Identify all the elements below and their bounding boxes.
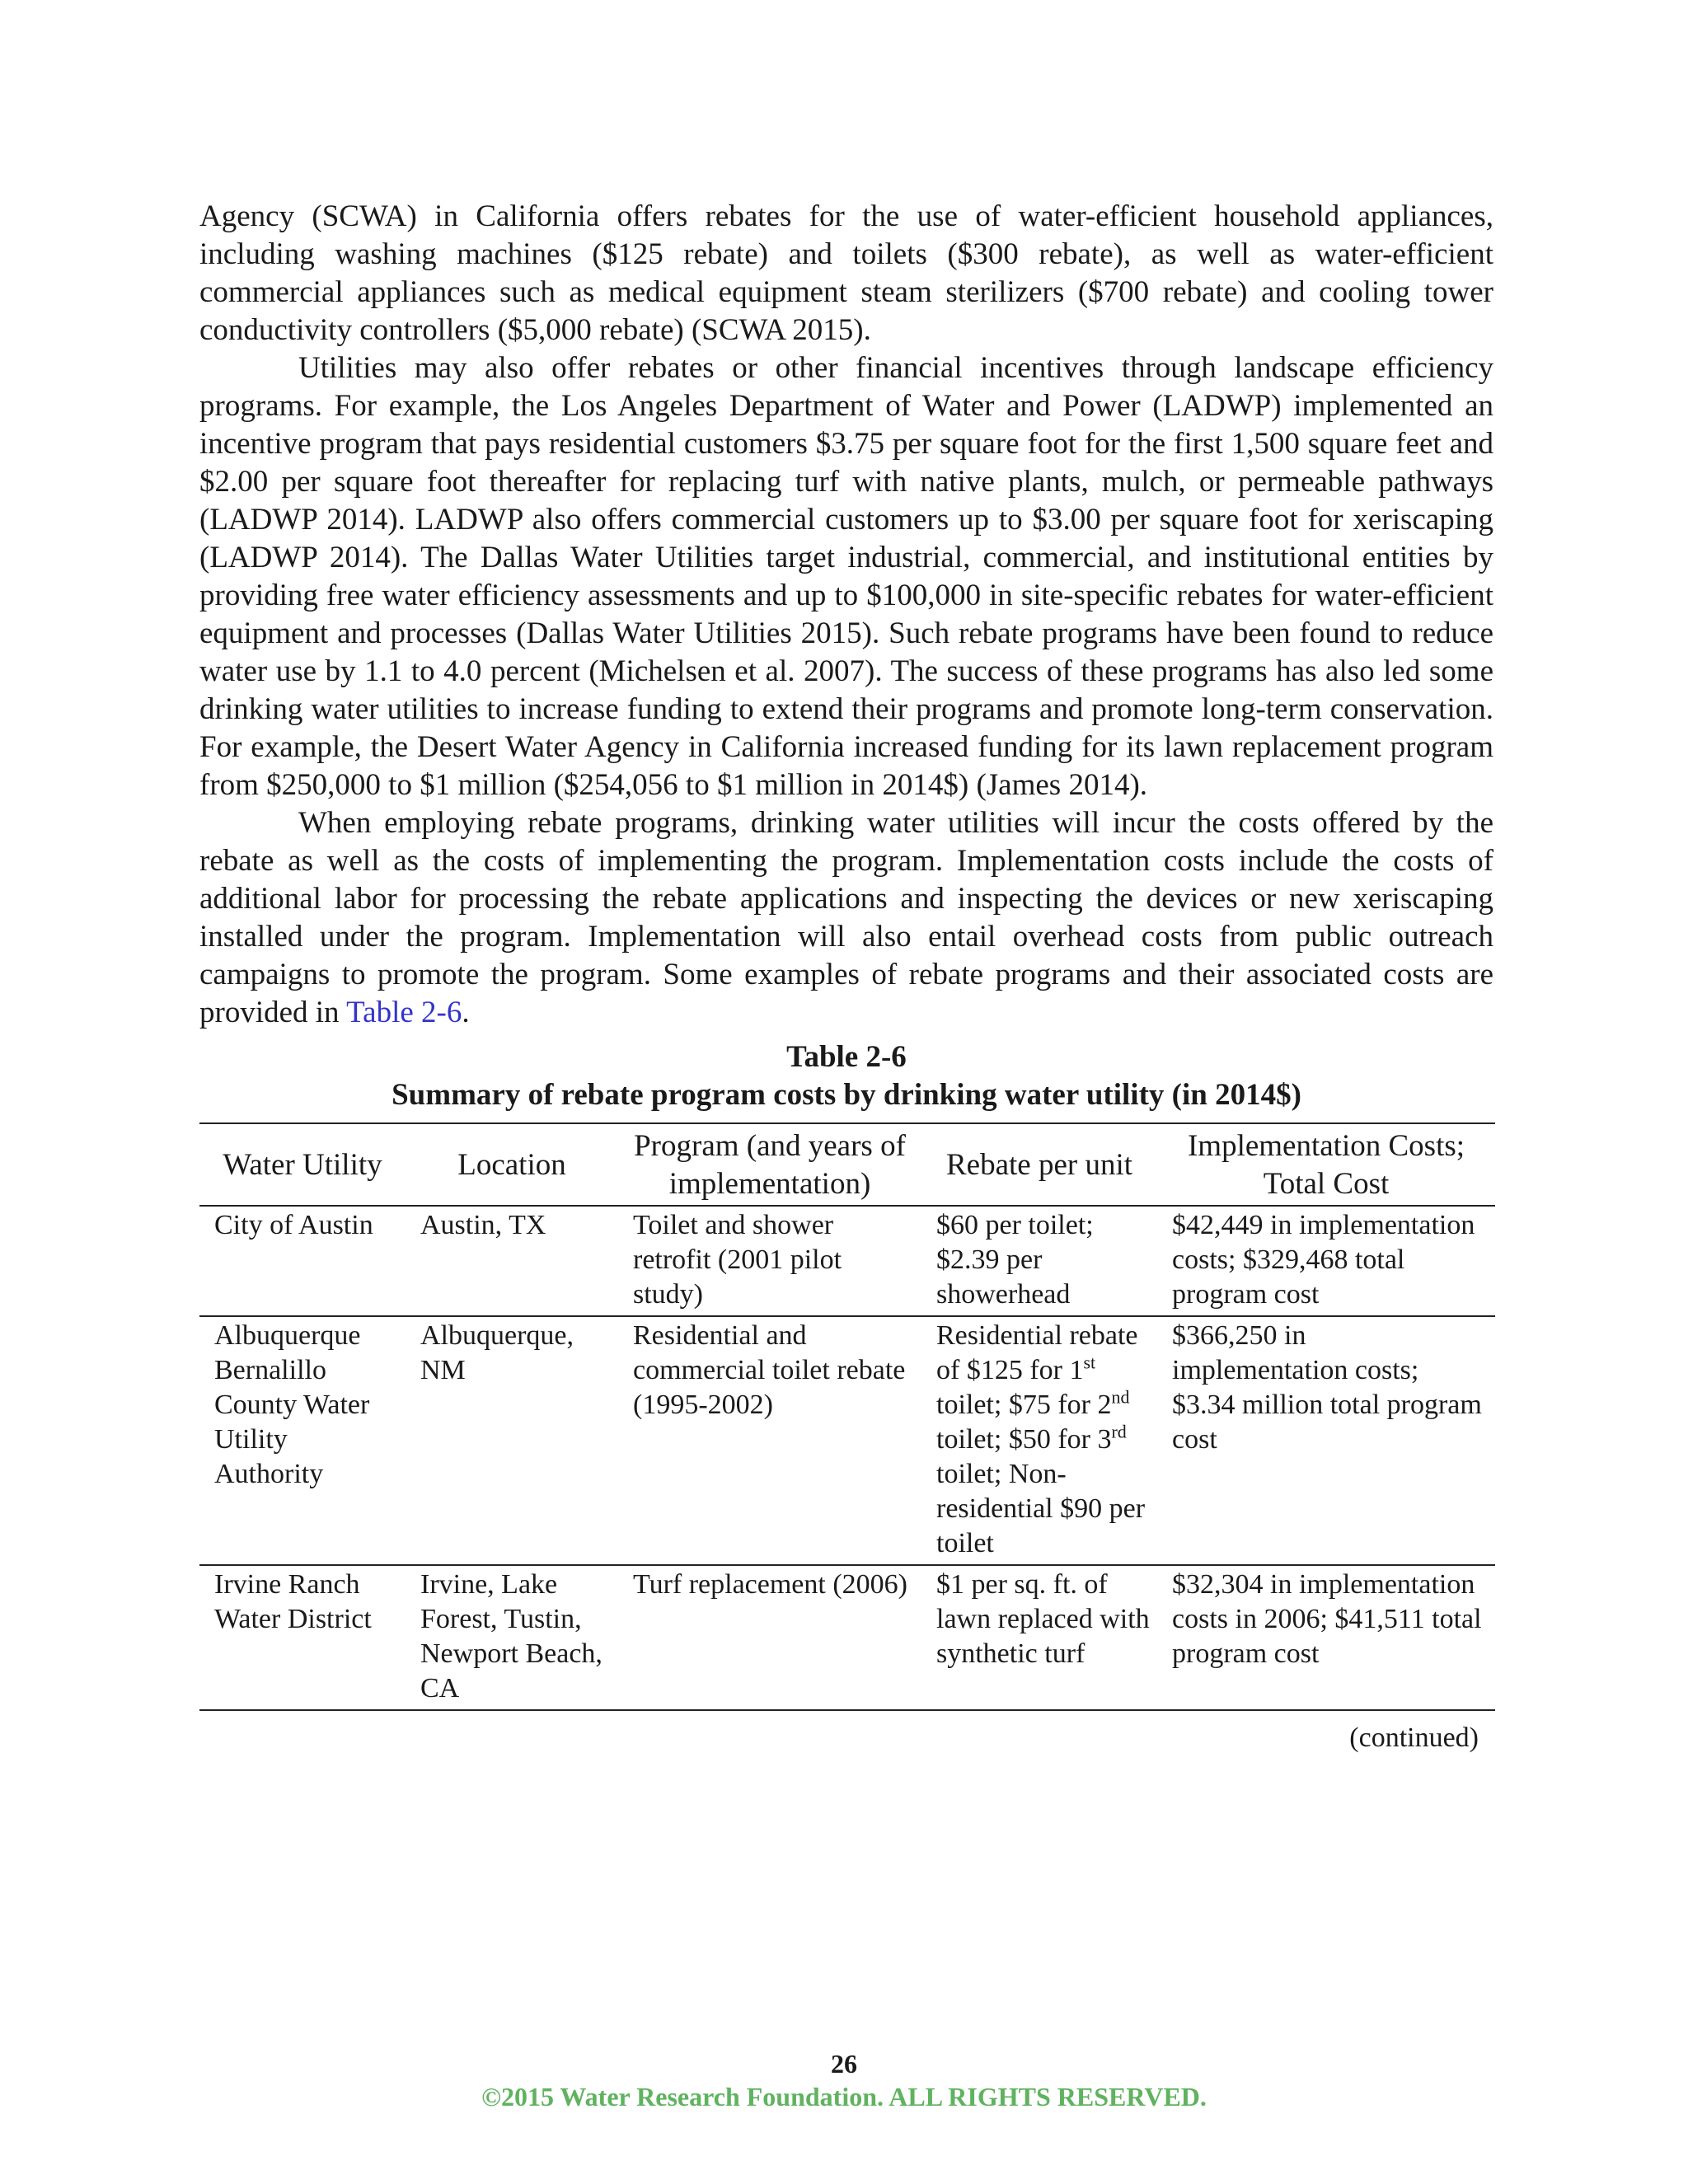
header-costs: Implementation Costs; Total Cost [1157,1123,1495,1206]
ordinal-suffix: st [1083,1352,1096,1373]
cell-program: Turf replacement (2006) [618,1565,921,1710]
cell-cost: $32,304 in implementation costs in 2006; $41,511 total program cost [1157,1565,1495,1710]
header-water-utility: Water Utility [199,1123,406,1206]
cell-cost: $42,449 in implementation costs; $329,468 total program cost [1157,1206,1495,1316]
cell-location: Austin, TX [406,1206,618,1316]
table-continued-note: (continued) [1349,1722,1479,1753]
cell-rebate: $1 per sq. ft. of lawn replaced with synthetic turf [921,1565,1157,1710]
rebate-text: toilet; Non-residential $90 per toilet [936,1459,1146,1558]
cell-location: Irvine, Lake Forest, Tustin, Newport Beach, CA [406,1565,618,1710]
page-number: 26 [831,2049,857,2079]
cell-rebate [921,1316,1157,1565]
document-page [199,198,1493,1755]
ordinal-suffix: nd [1111,1386,1130,1408]
paragraph-costs-end: . [462,996,470,1029]
header-program: Program (and years of implementation) [618,1123,921,1206]
cell-utility: Albuquerque Bernalillo County Water Utility Authority [199,1316,406,1565]
rebate-text: Residential rebate of $125 for 1 [936,1320,1138,1385]
paragraph-landscape: Utilities may also offer rebates or other financial incentives through landscape efficiency programs. For example, the Los Angeles Department of Water and Power (LADWP) implemented an incentive program that pays residential customers $3.75 per square foot for the first 1,500 square feet and $2.00 per square foot thereafter for replacing turf with native plants, mulch, or permeable pathways (LADWP 2014). LADWP also offers commercial customers up to $3.00 per square foot for xeriscaping (LADWP 2014). The Dallas Water Utilities target industrial, commercial, and institutional entities by providing free water efficiency assessments and up to $100,000 in site-specific rebates for water-efficient equipment and processes (Dallas Water Utilities 2015). Such rebate programs have been found to reduce water use by 1.1 to 4.0 percent (Michelsen et al. 2007). The success of these programs has also led some drinking water utilities to increase funding to extend their programs and promote long-term conservation. For example, the Desert Water Agency in California increased funding for its lawn replacement program from $250,000 to $1 million ($254,056 to $1 million in 2014$) (James 2014). [199,351,1493,802]
table-row [199,1316,1495,1565]
rebate-text: toilet; $75 for 2 [936,1390,1112,1420]
header-rebate: Rebate per unit [921,1123,1157,1206]
header-location: Location [406,1123,618,1206]
cell-utility: Irvine Ranch Water District [199,1565,406,1710]
table-row [199,1565,1495,1710]
table-number: Table 2-6 [786,1040,907,1074]
cell-rebate: $60 per toilet; $2.39 per showerhead [921,1206,1157,1316]
cell-program: Toilet and shower retrofit (2001 pilot study) [618,1206,921,1316]
copyright-notice: ©2015 Water Research Foundation. ALL RIGHTS RESERVED. [481,2082,1207,2111]
cell-utility: City of Austin [199,1206,406,1316]
ordinal-suffix: rd [1111,1421,1127,1442]
table-reference-link[interactable]: Table 2-6 [346,996,462,1029]
table-title: Summary of rebate program costs by drinking water utility (in 2014$) [392,1078,1301,1112]
paragraph-scwa: Agency (SCWA) in California offers rebates for the use of water-efficient household appliances, including washing machines ($125 rebate) and toilets ($300 rebate), as well as water-efficient commercial appliances such as medical equipment steam sterilizers ($700 rebate) and cooling tower conductivity controllers ($5,000 rebate) (SCWA 2015). [199,199,1493,347]
paragraph-costs [199,804,1493,1032]
table-row [199,1206,1495,1316]
rebate-text: toilet; $50 for 3 [936,1424,1112,1455]
table-header-row [199,1123,1495,1206]
paragraph-costs-text: When employing rebate programs, drinking water utilities will incur the costs offered by the rebate as well as the costs of implementing the program. Implementation costs include the costs of additional labor for processing the rebate applications and inspecting the devices or new xeriscaping installed under the program. Implementation will also entail overhead costs from public outreach campaigns to promote the program. Some examples of rebate programs and their associated costs are provided in [199,806,1493,1029]
cell-location: Albuquerque, NM [406,1316,618,1565]
cell-program: Residential and commercial toilet rebate (1995-2002) [618,1316,921,1565]
table-caption [199,1038,1493,1114]
cell-cost: $366,250 in implementation costs; $3.34 million total program cost [1157,1316,1495,1565]
rebate-costs-table [199,1122,1495,1711]
